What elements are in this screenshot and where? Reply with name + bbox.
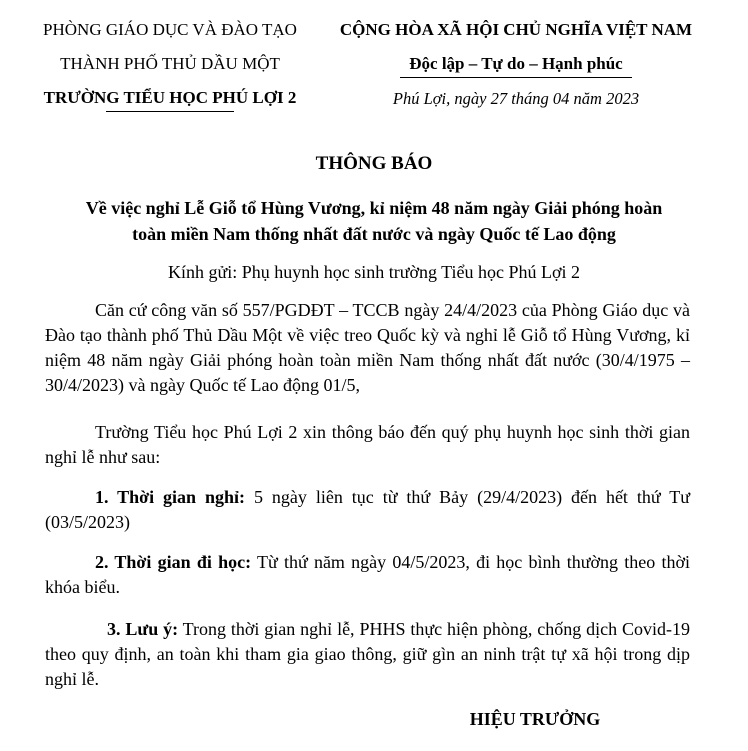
- announcement-paragraph: Trường Tiểu học Phú Lợi 2 xin thông báo đến quý phụ huynh học sinh thời gian nghỉ lễ như sau:: [45, 422, 690, 467]
- basis-paragraph: Căn cứ công văn số 557/PGDĐT – TCCB ngày 24/4/2023 của Phòng Giáo dục và Đào tạo thành phố Thủ Dầu Một về việc treo Quốc kỳ và nghỉ lễ Giỗ tổ Hùng Vương, kỉ niệm 48 năm ngày Giải phóng hoàn toàn miền Nam thống nhất đất nước (30/4/1975 – 30/4/2023) và ngày Quốc tế Lao động 01/5,: [45, 300, 690, 395]
- national-motto: Độc lập – Tự do – Hạnh phúc: [409, 54, 623, 73]
- item-text: 5 ngày liên tục từ thứ Bảy (29/4/2023) đến hết thứ Tư (03/5/2023): [45, 487, 691, 532]
- subject-line-2: toàn miền Nam thống nhất đất nước và ngày Quốc tế Lao động: [132, 224, 616, 244]
- document-header: [0, 19, 748, 119]
- signature-title: HIỆU TRƯỞNG: [469, 709, 601, 729]
- issuer-underline: [106, 111, 234, 112]
- item-label: 3. Lưu ý:: [107, 619, 179, 639]
- item-holiday-period: [45, 485, 690, 535]
- item-text: Từ thứ năm ngày 04/5/2023, đi học bình thường theo thời khóa biểu.: [45, 552, 690, 597]
- document-subject: [20, 195, 728, 247]
- issuer-school: TRƯỜNG TIỂU HỌC PHÚ LỢI 2: [43, 88, 297, 107]
- item-note: [45, 617, 690, 692]
- national-motto-block: [320, 19, 712, 110]
- issuer-block: [20, 19, 320, 112]
- item-school-resume: [45, 550, 690, 600]
- document-title: THÔNG BÁO: [315, 153, 433, 174]
- recipient-greeting: Kính gửi: Phụ huynh học sinh trường Tiểu học Phú Lợi 2: [167, 262, 581, 282]
- issuer-city: THÀNH PHỐ THỦ DẦU MỘT: [60, 54, 280, 73]
- issuer-department: PHÒNG GIÁO DỤC VÀ ĐÀO TẠO: [43, 20, 297, 39]
- item-label: 1. Thời gian nghỉ:: [95, 487, 246, 507]
- country-name: CỘNG HÒA XÃ HỘI CHỦ NGHĨA VIỆT NAM: [339, 20, 693, 39]
- place-date: Phú Lợi, ngày 27 tháng 04 năm 2023: [392, 89, 640, 108]
- subject-line-1: Về việc nghỉ Lễ Giỗ tổ Hùng Vương, kỉ niệm 48 năm ngày Giải phóng hoàn: [85, 198, 663, 218]
- item-label: 2. Thời gian đi học:: [95, 552, 252, 572]
- motto-underline: [400, 77, 632, 78]
- item-text: Trong thời gian nghỉ lễ, PHHS thực hiện phòng, chống dịch Covid-19 theo quy định, an toàn khi tham gia giao thông, giữ gìn an ninh trật tự xã hội trong dịp nghỉ lễ.: [45, 619, 690, 689]
